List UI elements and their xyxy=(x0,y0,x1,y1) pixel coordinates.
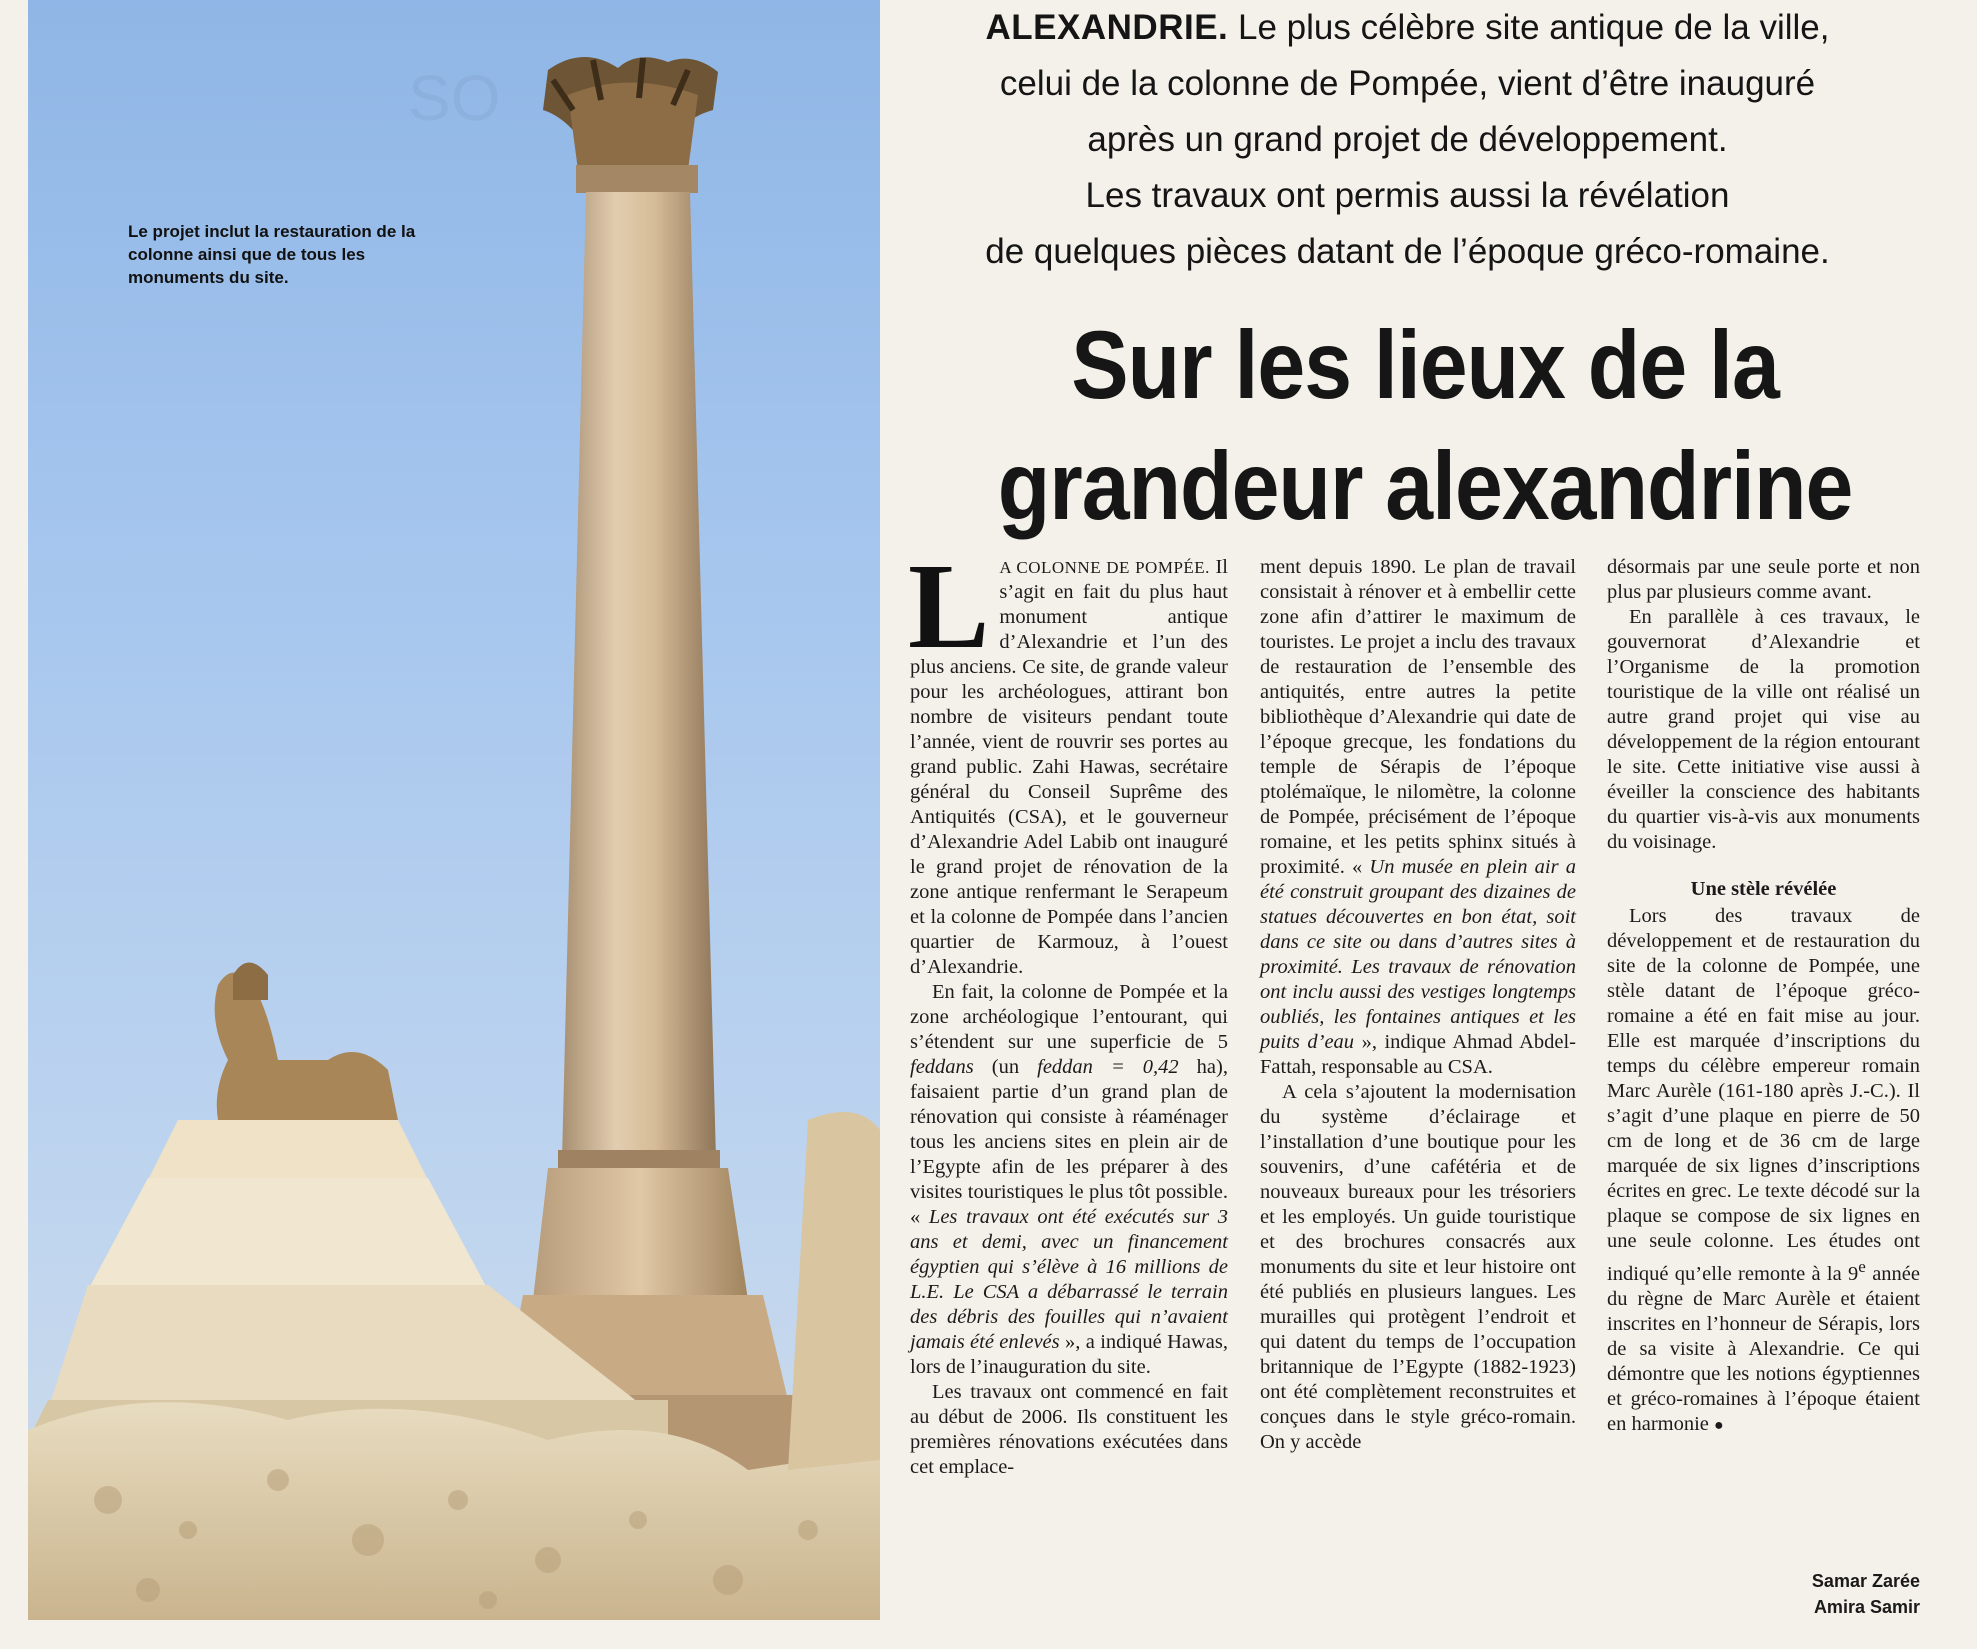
paragraph: Lors des travaux de développement et de restauration du site de la colonne de Pompée, une stèle datant de l’époque gréco-romaine a été en fait mise au jour. Elle est marquée d’inscriptions du temps du célèbre empereur romain Marc Aurèle (161-180 après J.-C.). Il s’agit d’une plaque en pierre de 50 cm de long et de 36 cm de large marquée de six lignes d’inscriptions écrites en grec. Le texte décodé sur la plaque se compose de six lignes en une seule colonne. Les études ont indiqué qu’elle remonte à la 9e année du règne de Marc Aurèle et étaient inscrites en l’honneur de Sérapis, lors de sa visite à Alexandrie. Ce qui démontre que les notions égyptiennes et gréco-romaines à l’époque étaient en harmonie ● xyxy=(1607,905,1921,1435)
deck-line-5: de quelques pièces datant de l’époque gréco-romaine. xyxy=(985,232,1830,271)
paragraph: En parallèle à ces travaux, le gouvernorat d’Alexandrie et l’Organisme de la promotion touristique de la ville ont réalisé un autre grand projet qui vise au développement de la région entourant le site. Cette initiative vise aussi à éveiller la conscience des habitants du quartier vis-à-vis aux monuments du voisinage. xyxy=(1607,606,1920,853)
author-name: Amira Samir xyxy=(1813,1597,1920,1617)
paragraph: En fait, la colonne de Pompée et la zone archéologique l’entourant, qui s’étendent sur une superficie de 5 feddans (un feddan = 0,42 ha), faisaient partie d’un grand plan de rénovation qui consiste à réaménager tous les anciens sites en plein air de l’Egypte afin de les préparer à des visites touristiques le plus tôt possible. « Les travaux ont été exécutés sur 3 ans et demi, avec un financement égyptien qui s’élève à 16 millions de L.E. Le CSA a débarrassé le terrain des débris des fouilles qui n’avaient jamais été enlevés », a indiqué Hawas, lors de l’inauguration du site. xyxy=(910,981,1229,1378)
photo-caption: Le projet inclut la restauration de la colonne ainsi que de tous les monuments du site. xyxy=(128,222,416,287)
deck-kicker: ALEXANDRIE. xyxy=(985,8,1229,47)
paragraph: désormais par une seule porte et non plus par plusieurs comme avant. xyxy=(1607,556,1920,603)
end-mark: ● xyxy=(1714,1416,1724,1434)
deck-line-4: Les travaux ont permis aussi la révélation xyxy=(1085,176,1730,215)
deck-line-2: celui de la colonne de Pompée, vient d’être inauguré xyxy=(999,64,1816,103)
paragraph: L A COLONNE DE POMPÉE. Il s’agit en fait du plus haut monument antique d’Alexandrie et l’un des plus anciens. Ce site, de grande valeur pour les archéologues, attirant bon nombre de visiteurs pendant toute l’année, vient de rouvrir ses portes au grand public. Zahi Hawas, secrétaire général du Conseil Suprême des Antiquités (CSA), et le gouverneur d’Alexandrie Adel Labib ont inauguré le grand projet de rénovation de la zone antique renfermant le Serapeum et la colonne de Pompée dans l’ancien quartier de Karmouz, à l’ouest d’Alexandrie. xyxy=(908,539,1228,978)
headline-line-2: grandeur alexandrine xyxy=(997,432,1853,541)
paragraph: Les travaux ont commencé en fait au début de 2006. Ils constituent les premières rénovations exécutées dans cet emplace- xyxy=(910,1381,1228,1478)
byline xyxy=(1780,1568,1920,1620)
column-photo xyxy=(28,0,880,1620)
headline xyxy=(945,305,1905,547)
author-name: Samar Zarée xyxy=(1811,1571,1920,1591)
drop-cap: L xyxy=(908,539,990,674)
subheading: Une stèle révélée xyxy=(1690,878,1837,900)
article-column-3 xyxy=(1607,555,1920,1438)
capital xyxy=(543,57,718,193)
paragraph: ment depuis 1890. Le plan de travail consistait à rénover et à embellir cette zone afin d’attirer le maximum de touristes. Le projet a inclu des travaux de restauration de l’ensemble des antiquités, entre autres la petite bibliothèque d’Alexandrie qui date de l’époque grecque, les fondations du temple de Sérapis de l’époque ptolémaïque, le nilomètre, la colonne de Pompée, précisément de l’époque romaine, et les petits sphinx situés à proximité. « Un musée en plein air a été construit groupant des dizaines de statues découvertes en bon état, soit dans ce site ou dans d’autres sites à proximité. Les travaux de rénovation ont inclu aussi des vestiges longtemps oubliés, les fontaines antiques et les puits d’eau », indique Ahmad Abdel-Fattah, responsable au CSA. xyxy=(1260,556,1576,1078)
sphinx xyxy=(215,963,398,1121)
article-column-1 xyxy=(908,539,1229,1480)
deck-line-3: après un grand projet de développement. xyxy=(1087,120,1728,159)
deck xyxy=(905,0,1910,280)
svg-text:SO: SO xyxy=(408,62,501,134)
paragraph: A cela s’ajoutent la modernisation du système d’éclairage et l’installation d’une boutique pour les souvenirs, d’une cafétéria et de nouveaux bureaux pour les trésoriers et les employés. Un guide touristique et des brochures consacrés aux monuments du site et leur histoire ont été publiés en plusieurs langues. Les murailles qui protègent l’endroit et qui datent du temps de l’occupation britannique de l’Egypte (1882-1923) ont été complètement reconstruites et conçues dans le style gréco-romain. On y accède xyxy=(1260,1081,1576,1453)
column-shaft xyxy=(562,192,716,1160)
article-column-2 xyxy=(1260,555,1576,1455)
headline-line-1: Sur les lieux de la xyxy=(1071,311,1779,420)
lead-in: A COLONNE DE POMPÉE. xyxy=(999,558,1210,577)
deck-line-1: ALEXANDRIE. Le plus célèbre site antique de la ville, xyxy=(985,8,1830,47)
